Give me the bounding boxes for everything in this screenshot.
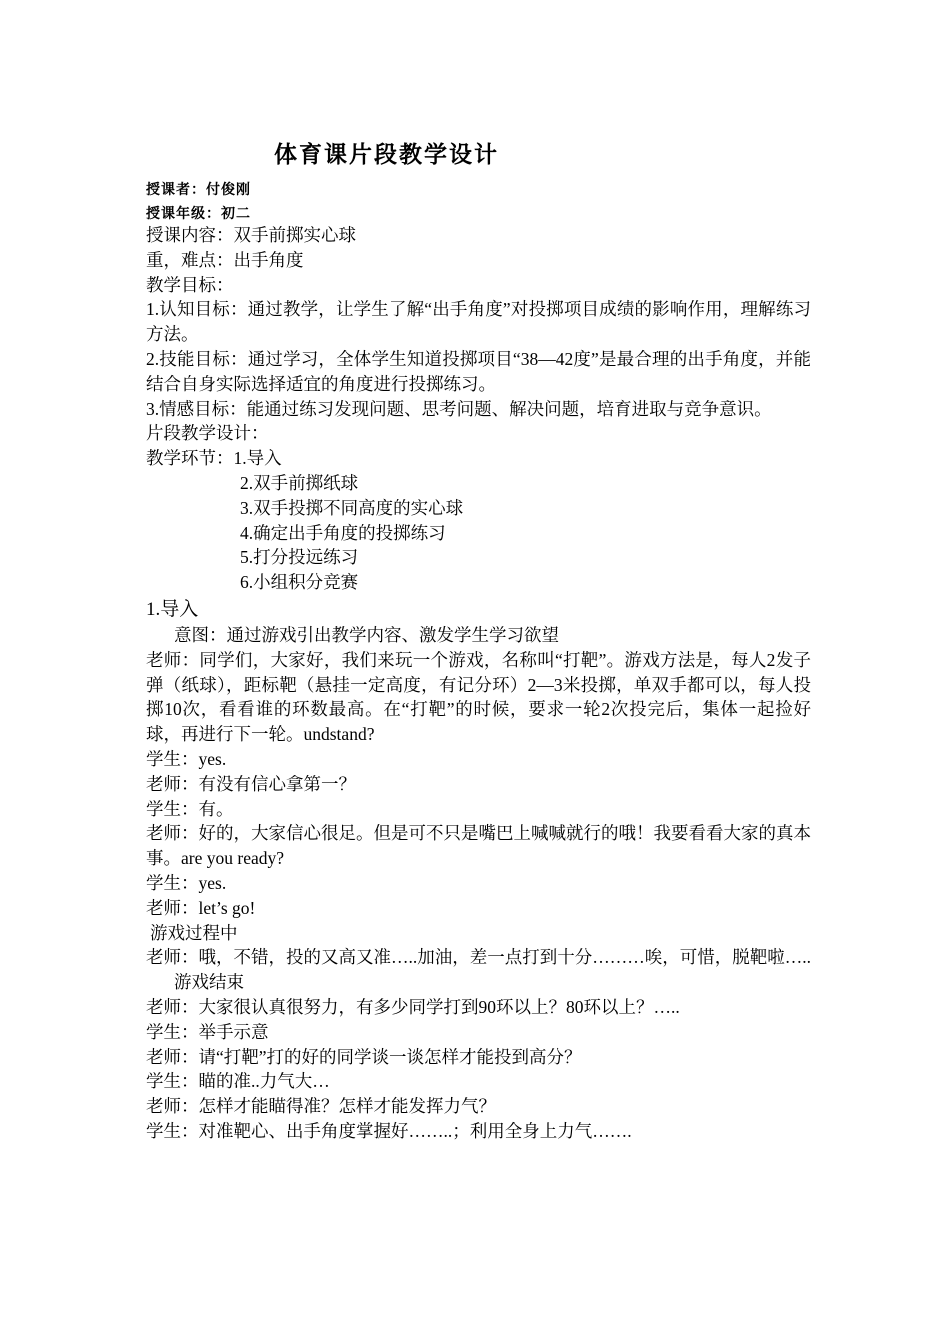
grade-line: 授课年级：初二	[146, 206, 251, 222]
during-game-note: 游戏过程中	[150, 922, 238, 943]
key-points-line: 重，难点：出手角度	[146, 249, 304, 270]
dialogue-line: 学生：有。	[146, 798, 234, 819]
objective-2: 2.技能目标：通过学习，全体学生知道投掷项目“38—42度”是最合理的出手角度，并能结合自身实际选择适宜的角度进行投掷练习。	[146, 348, 811, 394]
step-item: 4.确定出手角度的投掷练习	[240, 522, 446, 543]
dialogue-line: 老师：大家很认真很努力，有多少同学打到90环以上？80环以上？…..	[146, 996, 680, 1017]
objective-3: 3.情感目标：能通过练习发现问题、思考问题、解决问题，培育进取与竞争意识。	[146, 398, 772, 419]
game-end-note: 游戏结束	[174, 972, 244, 993]
step-item: 2.双手前掷纸球	[240, 472, 359, 493]
dialogue-line: 学生：yes.	[146, 872, 227, 893]
objectives-heading: 教学目标：	[146, 274, 234, 295]
section-1-heading: 1.导入	[146, 598, 199, 620]
content-line: 授课内容：双手前掷实心球	[146, 225, 356, 245]
step-item: 5.打分投远练习	[240, 547, 359, 568]
step-item: 6.小组积分竞赛	[240, 572, 359, 593]
dialogue-line: 学生：对准靶心、出手角度掌握好……..；利用全身上力气…….	[146, 1120, 632, 1141]
intent-line: 意图：通过游戏引出教学内容、激发学生学习欲望	[174, 624, 559, 645]
dialogue-line: 老师：好的，大家信心很足。但是可不只是嘴巴上喊喊就行的哦！我要看看大家的真本事。are you ready?	[146, 823, 811, 869]
objective-1: 1.认知目标：通过教学，让学生了解“出手角度”对投掷项目成绩的影响作用，理解练习方法。	[146, 299, 811, 345]
dialogue-line: 学生：举手示意	[146, 1021, 269, 1042]
dialogue-line: 老师：请“打靶”打的好的同学谈一谈怎样才能投到高分？	[146, 1046, 582, 1067]
dialogue-line: 老师：let’s go!	[146, 897, 256, 918]
dialogue-line: 老师：有没有信心拿第一？	[146, 773, 356, 794]
dialogue-line: 老师：怎样才能瞄得准？怎样才能发挥力气？	[146, 1096, 496, 1117]
steps-label: 教学环节：1.导入	[146, 448, 282, 469]
dialogue-line: 老师：哦，不错，投的又高又准…..加油，差一点打到十分………唉，可惜，脱靶啦…..	[146, 947, 811, 968]
teacher-line: 授课者：付俊刚	[146, 182, 251, 198]
step-item: 3.双手投掷不同高度的实心球	[240, 497, 464, 518]
dialogue-line: 老师：同学们，大家好，我们来玩一个游戏，名称叫“打靶”。游戏方法是，每人2发子弹（纸球），距标靶（悬挂一定高度，有记分环）2—3米投掷，单双手都可以，每人投掷10次，看看谁的环数最高。在“打靶”的时候，要求一轮2次投完后，集体一起捡好球，再进行下一轮。undstand?	[146, 649, 811, 745]
document-title: 体育课片段教学设计	[274, 142, 499, 168]
design-heading: 片段教学设计：	[146, 423, 269, 444]
dialogue-line: 学生：瞄的准..力气大…	[146, 1071, 330, 1092]
dialogue-line: 学生：yes.	[146, 748, 227, 769]
document-body	[146, 223, 811, 1144]
